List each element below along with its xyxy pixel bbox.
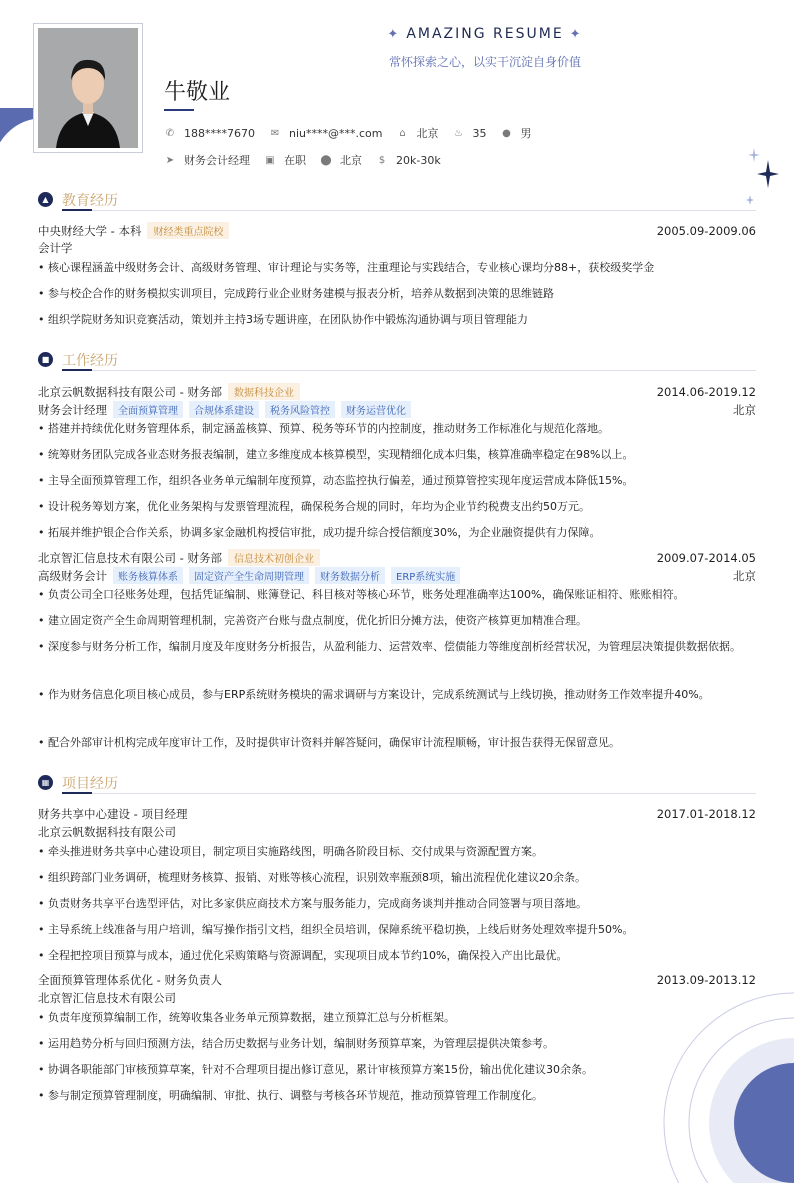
major: 会计学 bbox=[38, 241, 73, 255]
skill-tag: 账务核算体系 bbox=[113, 567, 183, 584]
skill-tag: 财务数据分析 bbox=[315, 567, 385, 584]
profile-photo bbox=[33, 23, 143, 153]
location: 北京 bbox=[416, 127, 439, 140]
cake-icon: ♨ bbox=[454, 127, 463, 139]
candidate-name: 牛敬业 bbox=[164, 80, 231, 105]
role: 财务会计经理 bbox=[38, 402, 107, 417]
company-tag: 数据科技企业 bbox=[228, 383, 300, 400]
school-tag: 财经类重点院校 bbox=[147, 222, 229, 239]
education-section-header bbox=[38, 190, 756, 210]
date: 2009.07-2014.05 bbox=[656, 550, 756, 565]
skill-tag: 合规体系建设 bbox=[189, 401, 259, 418]
divider bbox=[62, 370, 756, 371]
project-name: 全面预算管理体系优化 - 财务负责人 bbox=[38, 973, 222, 987]
company: 北京智汇信息技术有限公司 - 财务部 bbox=[38, 550, 222, 565]
job-target: 财务会计经理 bbox=[184, 154, 250, 167]
date: 2013.09-2013.12 bbox=[656, 973, 756, 987]
city: 北京 bbox=[733, 568, 756, 583]
gender-icon: ● bbox=[502, 127, 511, 139]
date: 2014.06-2019.12 bbox=[656, 384, 756, 399]
project-company: 北京智汇信息技术有限公司 bbox=[38, 991, 176, 1005]
section-title: 教育经历 bbox=[62, 193, 118, 209]
target-city: 北京 bbox=[340, 154, 362, 167]
section-title: 工作经历 bbox=[62, 353, 118, 369]
gender: 男 bbox=[520, 127, 532, 140]
motto: 常怀探索之心，以实干沉淀自身价值 bbox=[388, 55, 581, 69]
project-company: 北京云帆数据科技有限公司 bbox=[38, 825, 176, 839]
project-header bbox=[38, 972, 756, 988]
role: 高级财务会计 bbox=[38, 568, 107, 583]
school: 中央财经大学 - 本科 bbox=[38, 223, 142, 238]
name-underline bbox=[164, 109, 194, 111]
education-row bbox=[38, 222, 756, 239]
age: 35 bbox=[472, 126, 487, 140]
skill-tag: ERP系统实施 bbox=[391, 567, 460, 584]
divider bbox=[62, 210, 756, 211]
skill-tag: 财务运营优化 bbox=[341, 401, 411, 418]
divider-accent bbox=[62, 209, 92, 211]
skill-tag: 固定资产全生命周期管理 bbox=[189, 567, 309, 584]
project-name: 财务共享中心建设 - 项目经理 bbox=[38, 807, 188, 821]
skill-tag: 税务风险管控 bbox=[265, 401, 335, 418]
job-header bbox=[38, 383, 756, 400]
pin-icon: ⬤ bbox=[320, 154, 332, 166]
section-title: 项目经历 bbox=[62, 776, 118, 792]
send-icon: ➤ bbox=[165, 154, 175, 166]
job-header bbox=[38, 549, 756, 566]
email: niu****@***.com bbox=[289, 126, 383, 140]
job-role-row bbox=[38, 567, 756, 584]
project-header bbox=[38, 806, 756, 822]
job-role-row bbox=[38, 401, 756, 418]
projects-section-header bbox=[38, 773, 756, 793]
star-icon: ✦ bbox=[387, 27, 401, 42]
avatar bbox=[38, 28, 138, 148]
resume-title bbox=[380, 26, 590, 42]
salary: 20k-30k bbox=[396, 153, 441, 167]
divider-accent bbox=[62, 792, 92, 794]
mail-icon: ✉ bbox=[270, 127, 280, 139]
date: 2017.01-2018.12 bbox=[656, 807, 756, 821]
grid-icon: ▦ bbox=[38, 775, 53, 790]
skill-tag: 全面预算管理 bbox=[113, 401, 183, 418]
money-icon: $ bbox=[378, 154, 386, 166]
company: 北京云帆数据科技有限公司 - 财务部 bbox=[38, 384, 222, 399]
briefcase-icon: ■ bbox=[38, 352, 53, 367]
contact-row-2 bbox=[164, 152, 455, 168]
star-icon: ✦ bbox=[569, 27, 583, 42]
company-tag: 信息技术初创企业 bbox=[228, 549, 320, 566]
home-icon: ⌂ bbox=[399, 127, 406, 139]
title-text: AMAZING RESUME bbox=[406, 26, 564, 42]
city: 北京 bbox=[733, 402, 756, 417]
date: 2005.09-2009.06 bbox=[656, 223, 756, 238]
job-status: 在职 bbox=[284, 154, 306, 167]
phone-icon: ✆ bbox=[165, 127, 175, 139]
graduation-cap-icon: ▲ bbox=[38, 192, 53, 207]
contact-row-1 bbox=[164, 125, 546, 141]
divider bbox=[62, 793, 756, 794]
divider-accent bbox=[62, 369, 92, 371]
briefcase-icon: ▣ bbox=[265, 154, 275, 166]
phone: 188****7670 bbox=[184, 126, 255, 140]
work-section-header bbox=[38, 350, 756, 370]
